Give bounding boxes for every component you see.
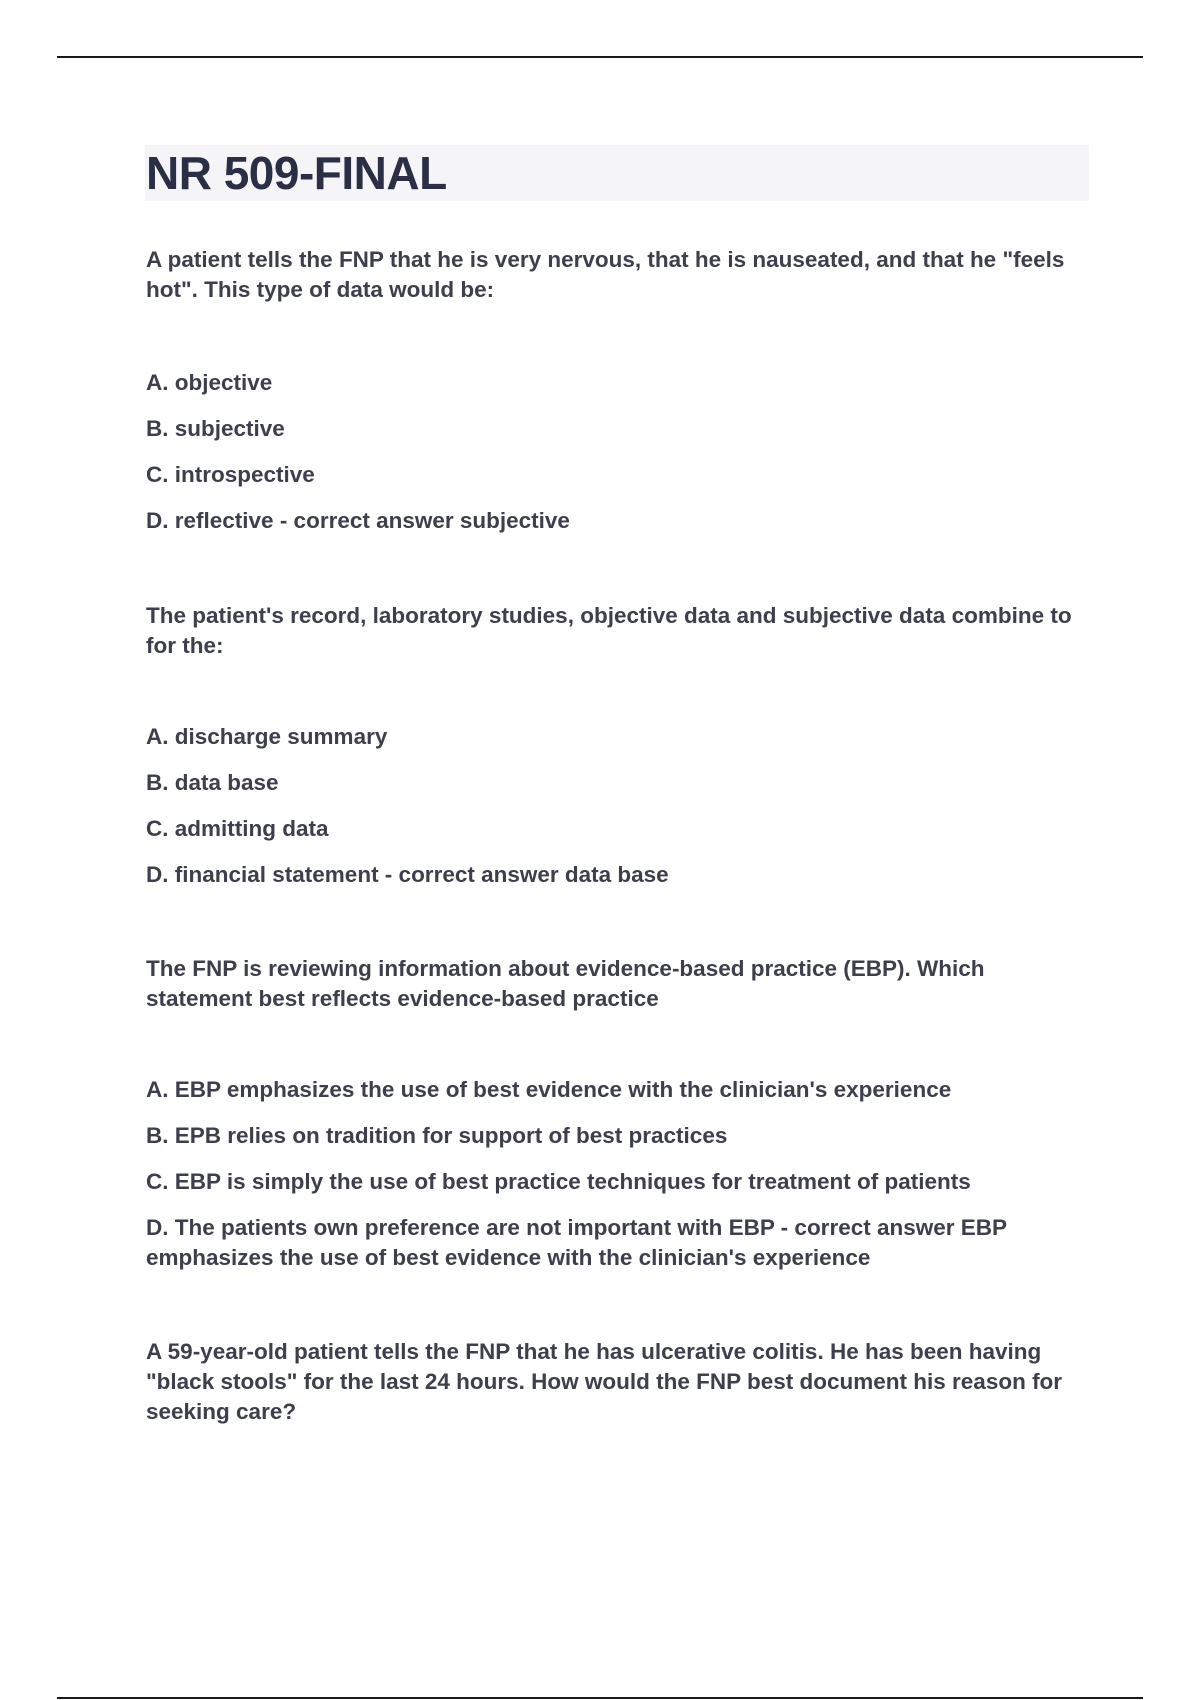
question-1-text: A patient tells the FNP that he is very nervous, that he is nauseated, and that he "feels hot". This type of data would be: — [146, 247, 1065, 302]
question-1-option-a: A. objective — [146, 370, 273, 395]
question-1-option-d: D. reflective - correct answer subjective — [146, 508, 570, 533]
question-1-options — [146, 368, 1081, 536]
question-2-option-b: B. data base — [146, 770, 279, 795]
question-3-text: The FNP is reviewing information about evidence-based practice (EBP). Which statement best reflects evidence-based practice — [146, 956, 985, 1011]
question-1-option-b: B. subjective — [146, 416, 285, 441]
question-2-option-a: A. discharge summary — [146, 724, 388, 749]
question-1-option-c: C. introspective — [146, 462, 315, 487]
header-divider — [57, 56, 1143, 58]
question-3-options — [146, 1075, 1081, 1273]
document-title: NR 509-FINAL — [146, 147, 447, 199]
question-2-option-c: C. admitting data — [146, 816, 329, 841]
question-2-options — [146, 722, 1081, 890]
question-3-option-d: D. The patients own preference are not important with EBP - correct answer EBP emphasizes the use of best evidence with the clinician's experience — [146, 1215, 1007, 1270]
question-3-option-b: B. EPB relies on tradition for support of best practices — [146, 1123, 728, 1148]
question-2-text: The patient's record, laboratory studies, objective data and subjective data combine to for the: — [146, 603, 1072, 658]
question-3-option-a: A. EBP emphasizes the use of best evidence with the clinician's experience — [146, 1077, 952, 1102]
question-2-option-d: D. financial statement - correct answer data base — [146, 862, 669, 887]
question-4-text: A 59-year-old patient tells the FNP that he has ulcerative colitis. He has been having "black stools" for the last 24 hours. How would the FNP best document his reason for seeking care? — [146, 1339, 1063, 1424]
footer-divider — [57, 1697, 1143, 1699]
question-3-option-c: C. EBP is simply the use of best practice techniques for treatment of patients — [146, 1169, 971, 1194]
